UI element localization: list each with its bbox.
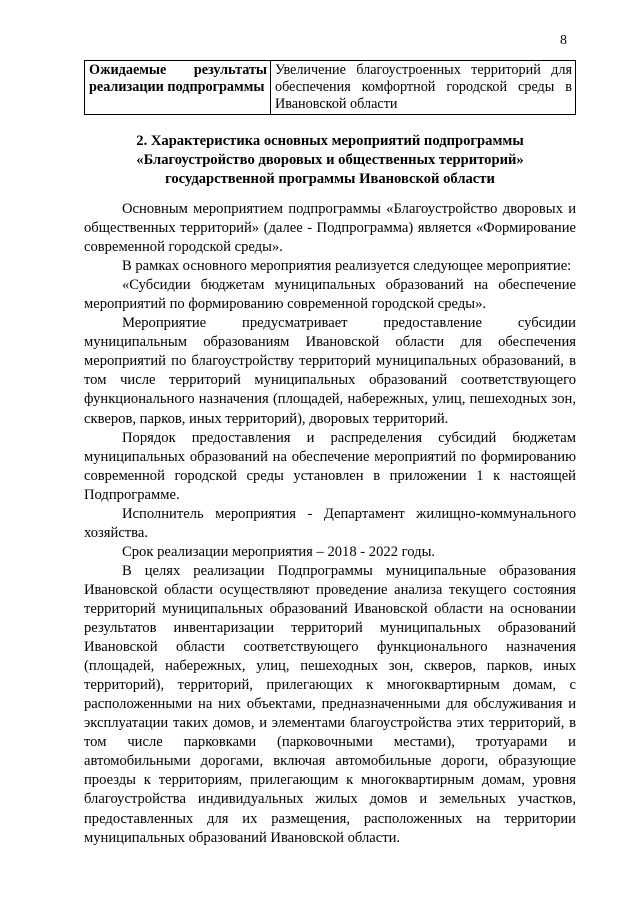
section-title-line: «Благоустройство дворовых и общественных территорий» bbox=[136, 152, 524, 168]
paragraph-subsidies: «Субсидии бюджетам муниципальных образований на обеспечение мероприятий по формированию современной городской среды». bbox=[84, 277, 576, 313]
section-title bbox=[84, 132, 576, 189]
section-title-line: государственной программы Ивановской области bbox=[165, 171, 495, 187]
paragraph-within-activity: В рамках основного мероприятия реализуется следующее мероприятие: bbox=[122, 258, 572, 275]
expected-results-table bbox=[84, 60, 576, 115]
table-row bbox=[85, 61, 576, 115]
section-body bbox=[84, 200, 576, 848]
paragraph-term: Срок реализации мероприятия – 2018 - 2022 годы. bbox=[122, 543, 436, 560]
section-title-line: 2. Характеристика основных мероприятий подпрограммы bbox=[136, 133, 524, 149]
expected-results-label: Ожидаемые результаты реализации подпрограммы bbox=[85, 61, 271, 115]
page-number: 8 bbox=[560, 33, 567, 48]
paragraph-main-activity: Основным мероприятием подпрограммы «Благоустройство дворовых и общественных территорий» (далее - Подпрограмма) является «Формирование современной городской среды». bbox=[84, 201, 576, 256]
expected-results-value: Увеличение благоустроенных территорий для обеспечения комфортной городской среды в Ивановской области bbox=[271, 61, 576, 115]
paragraph-executor: Исполнитель мероприятия - Департамент жилищно-коммунального хозяйства. bbox=[84, 505, 576, 541]
paragraph-analysis: В целях реализации Подпрограммы муниципальные образования Ивановской области осуществляют проведение анализа текущего состояния территорий муниципальных образований Ивановской области на основании результатов инвентаризации территорий муниципальных образований Ивановской области соответствующего функционального назначения (площадей, набережных, улиц, пешеходных зон, скверов, парков, иных территорий), территорий, прилегающих к многоквартирным домам, с расположенными на них объектами, предназначенными для обслуживания и эксплуатации таких домов, и элементами благоустройства этих территорий, в том числе парковками (парковочными местами), тротуарами и автомобильными дорогами, включая автомобильные дороги, образующие проезды к территориям, прилегающим к многоквартирным домам, уровня благоустройства индивидуальных жилых домов и земельных участков, предоставленных для их размещения, расположенных на территории муниципальных образований Ивановской области. bbox=[84, 562, 576, 846]
paragraph-subsidy-procedure: Порядок предоставления и распределения субсидий бюджетам муниципальных образований на обеспечение мероприятий по формированию современной городской среды установлен в приложении 1 к настоящей Подпрограмме. bbox=[84, 429, 576, 503]
paragraph-activity-scope: Мероприятие предусматривает предоставление субсидии муниципальным образованиям Ивановской области для обеспечения мероприятий по благоустройству территорий муниципальных образований, в том числе территорий муниципальных образований соответствующего функционального назначения (площадей, набережных, улиц, пешеходных зон, скверов, парков, иных территорий), дворовых территорий. bbox=[84, 315, 576, 427]
